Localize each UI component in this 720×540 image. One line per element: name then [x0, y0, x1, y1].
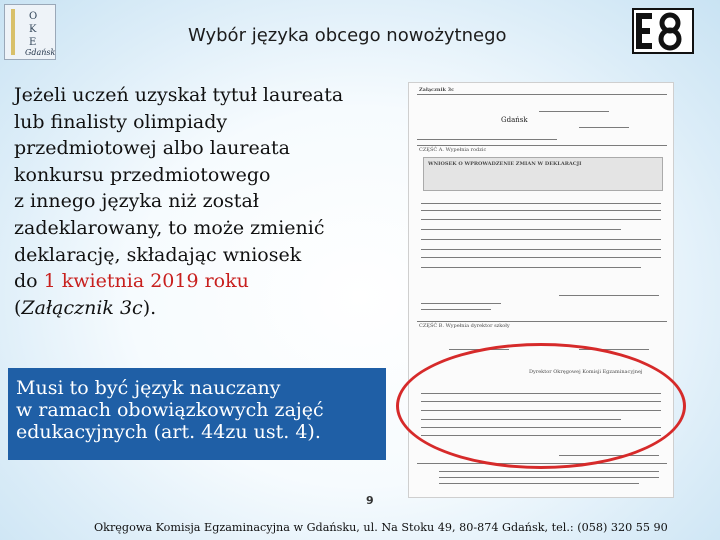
highlight-ellipse: [396, 343, 686, 469]
e8-exam-logo-icon: [632, 8, 694, 54]
oke-logo-icon: [4, 4, 56, 60]
page-number: 9: [366, 494, 374, 507]
e8-logo-graphic: [634, 10, 692, 52]
doc-heading: WNIOSEK O WPROWADZENIE ZMIAN W DEKLARACJI: [428, 161, 582, 167]
logo-letter-o: O: [29, 11, 38, 22]
callout-line: w ramach obowiązkowych zajęć: [16, 399, 324, 421]
logo-letter-k: K: [29, 24, 37, 35]
logo-strip: [11, 9, 15, 55]
paragraph-line: lub finalisty olimpiady: [14, 110, 228, 133]
callout-line: edukacyjnych (art. 44zu ust. 4).: [16, 421, 321, 443]
paragraph-prefix: do: [14, 270, 44, 293]
paragraph-line: Jeżeli uczeń uzyskał tytuł laureata: [14, 84, 344, 106]
deadline-date: 1 kwietnia 2019 roku: [43, 270, 249, 293]
attachment-reference: Załącznik 3c: [21, 296, 143, 319]
doc-heading-box: [423, 157, 663, 191]
footer-address: Okręgowa Komisja Egzaminacyjna w Gdańsku, ul. Na Stoku 49, 80-874 Gdańsk, tel.: (058) 320 55 90: [94, 521, 668, 534]
paragraph-line: konkursu przedmiotowego: [14, 163, 271, 186]
logo-letter-e: E: [29, 37, 37, 48]
paragraph-line-deadline: [14, 268, 394, 295]
doc-section-a: CZĘŚĆ A. Wypełnia rodzic: [419, 147, 487, 153]
slide-title: Wybór języka obcego nowożytnego: [188, 25, 507, 46]
paragraph-line-attachment: [14, 295, 394, 322]
doc-place: Gdańsk: [501, 116, 528, 124]
doc-recipient: Dyrektor Okręgowej Komisji Egzaminacyjnej: [529, 369, 643, 375]
paragraph-line: przedmiotowej albo laureata: [14, 137, 291, 160]
logo-city: Gdańsk: [25, 48, 56, 57]
doc-section-b: CZĘŚĆ B. Wypełnia dyrektor szkoły: [419, 323, 510, 329]
paragraph-line: deklarację, składając wniosek: [14, 243, 302, 266]
paragraph-line: zadeklarowany, to może zmienić: [14, 216, 325, 239]
paren-close: ).: [142, 296, 157, 319]
callout-line: Musi to być język nauczany: [16, 377, 281, 399]
paragraph-line: z innego języka niż został: [14, 190, 259, 213]
doc-header-label: Załącznik 3c: [419, 87, 455, 93]
callout-box: [8, 368, 386, 460]
main-paragraph: [14, 82, 394, 321]
paren-open: (: [14, 296, 22, 319]
